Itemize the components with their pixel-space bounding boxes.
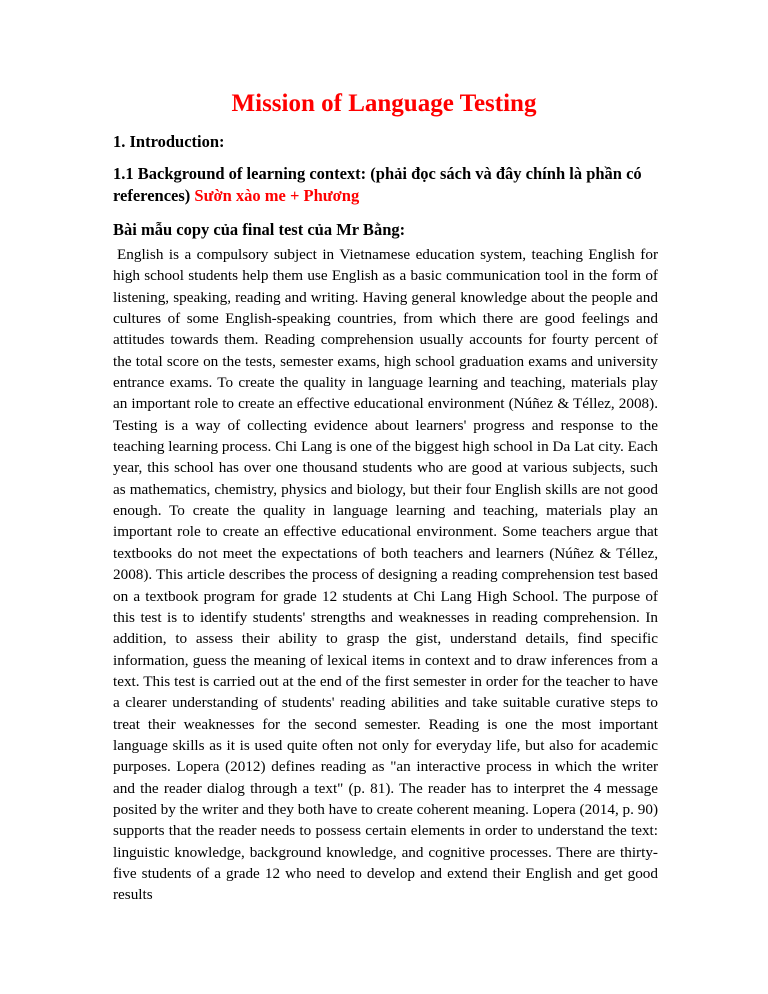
subsection-heading-note: Sườn xào me + Phương — [194, 186, 360, 205]
sample-heading: Bài mẫu copy của final test của Mr Bằng: — [113, 220, 406, 239]
subsection-heading-background-text: 1.1 Background of learning context: (phải đọc sách và đây chính là phần có references) — [113, 164, 642, 205]
body-paragraph: English is a compulsory subject in Vietnamese education system, teaching English for high school students help them use English as a basic communication tool in the form of listening, speaking, reading and writing. Having general knowledge about the people and cultures of some English-speaking countries, from which there are good feelings and attitudes towards them. Reading comprehension usually accounts for fourty percent of the total score on the tests, semester exams, high school graduation exams and university entrance exams. To create the quality in language learning and teaching, materials play an important role to create an effective educational environment (Núñez & Téllez, 2008). Testing is a way of collecting evidence about learners' progress and response to the teaching learning process. Chi Lang is one of the biggest high school in Da Lat city. Each year, this school has over one thousand students who are good at various subjects, such as mathematics, chemistry, physics and biology, but their four English skills are not good enough. To create the quality in language learning and teaching, materials play an important role to create an effective educational environment. Some teachers argue that textbooks do not meet the expectations of both teachers and learners (Núñez & Téllez, 2008). This article describes the process of designing a reading comprehension test based on a textbook program for grade 12 students at Chi Lang High School. The purpose of this test is to identify students' strengths and weaknesses in reading comprehension. In addition, to assess their ability to grasp the gist, understand details, find specific information, guess the meaning of lexical items in context and to draw inferences from a text. This test is carried out at the end of the first semester in order for the teacher to have a clearer understanding of students' reading abilities and take suitable curative steps to treat their weaknesses for the second semester. Reading is one the most important language skills as it is used quite often not only for everyday life, but also for academic purposes. Lopera (2012) defines reading as "an interactive process in which the writer and the reader dialog through a text" (p. 81). The reader has to interpret the 4 message posited by the writer and they both have to create coherent meaning. Lopera (2014, p. 90) supports that the reader needs to possess certain elements in order to understand the text: linguistic knowledge, background knowledge, and cognitive processes. There are thirty-five students of a grade 12 who need to develop and extend their English and get good results — [113, 246, 658, 904]
section-heading-introduction: 1. Introduction: — [113, 132, 225, 151]
document-title: Mission of Language Testing — [231, 90, 537, 117]
subsection-heading-background — [113, 163, 693, 207]
